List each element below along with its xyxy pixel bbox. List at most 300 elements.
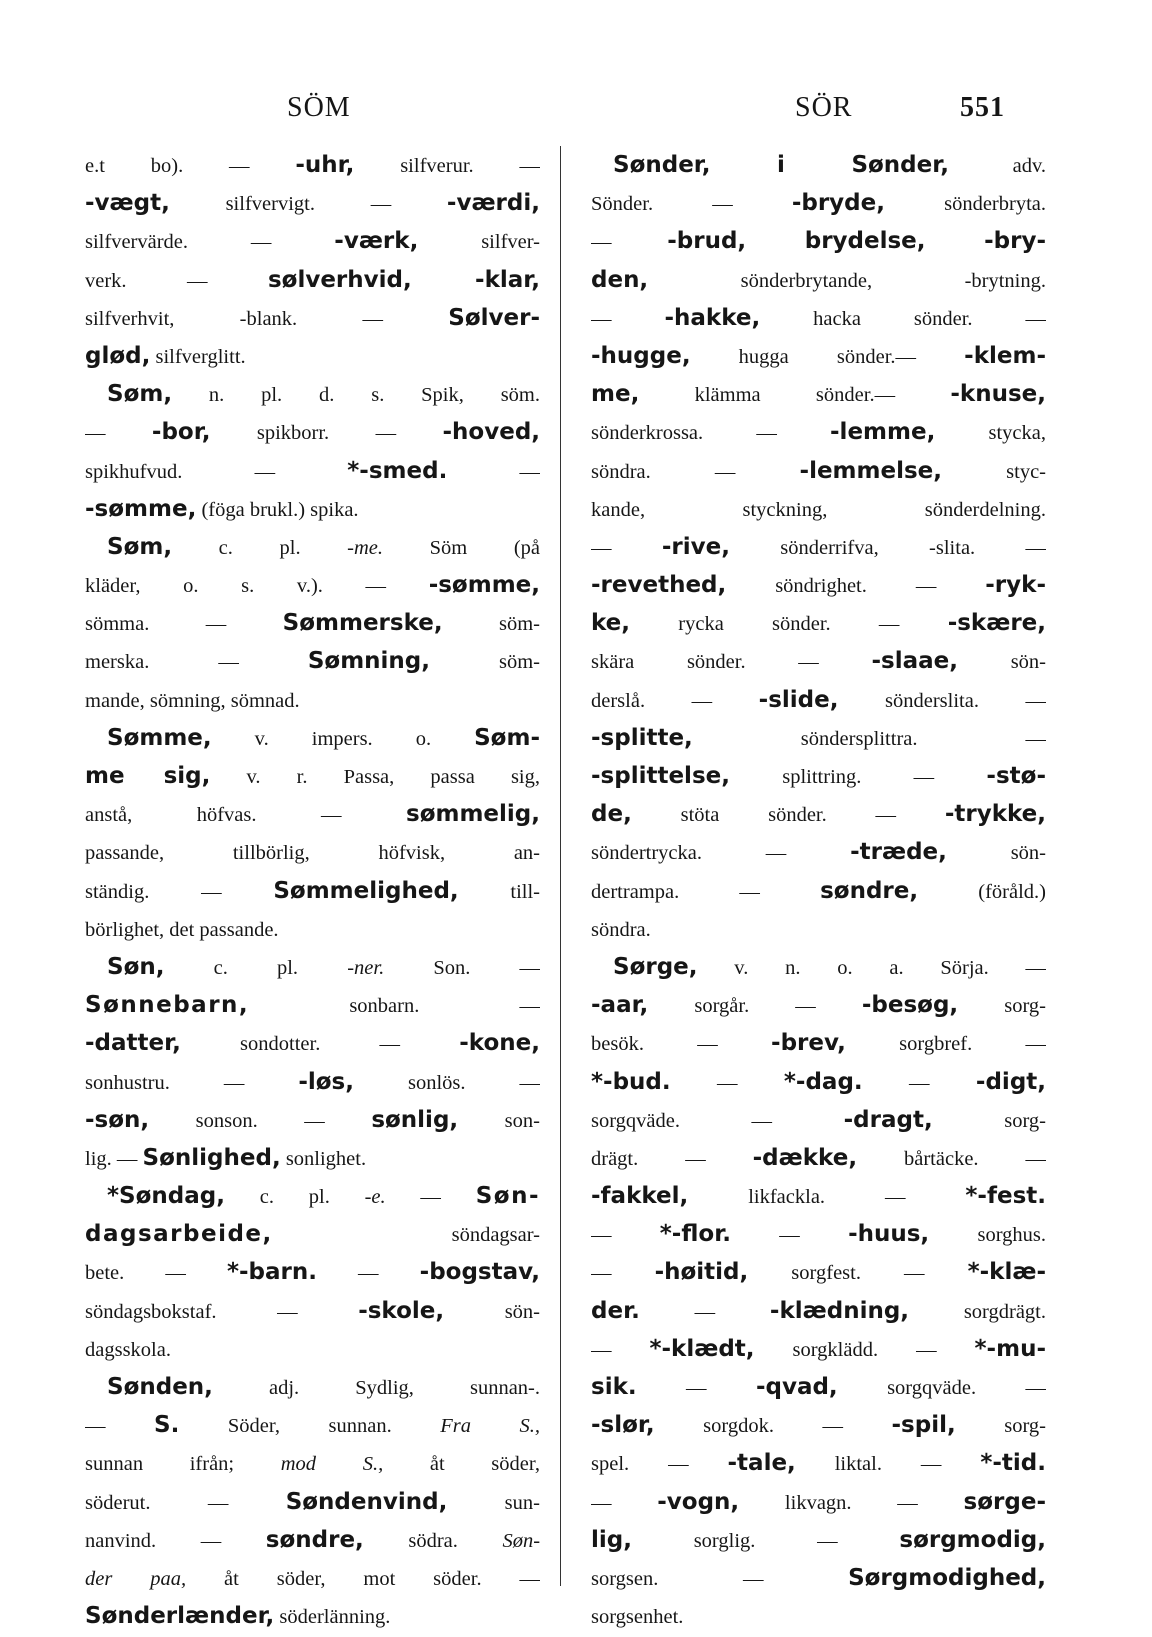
definition-text: — — [591, 231, 668, 254]
text-line — [591, 642, 1046, 680]
text-line — [85, 299, 540, 337]
headword: Søn, — [107, 953, 165, 980]
definition-text: bete. — — [85, 1262, 227, 1285]
text-line — [85, 795, 540, 833]
headword: *-bud. — [591, 1068, 671, 1095]
definition-text: — — [731, 1224, 849, 1247]
italic-text: Fra S., — [440, 1415, 540, 1438]
definition-text: till- — [458, 880, 540, 903]
headword: -værk, — [334, 228, 419, 255]
text-line — [591, 299, 1046, 337]
text-line — [85, 1063, 540, 1101]
headword: Sørgmodighed, — [848, 1564, 1046, 1591]
headword: Søn- — [475, 1183, 540, 1210]
definition-text: dertrampa. — — [591, 880, 821, 903]
definition-text: — — [591, 307, 665, 330]
text-line — [591, 452, 1046, 490]
headword: -ryk- — [985, 572, 1046, 599]
definition-text: splittring. — — [729, 766, 987, 788]
definition-text: söndra. — — [591, 460, 800, 483]
definition-text: börlighet, det passande. — [85, 918, 279, 941]
definition-text: (föga brukl.) spika. — [196, 498, 359, 521]
headword: me, — [591, 381, 640, 408]
headword: -qvad, — [755, 1374, 838, 1400]
headword: ke, — [591, 610, 631, 637]
definition-text: silfverglitt. — [150, 345, 246, 368]
headword: -spil, — [891, 1412, 956, 1439]
definition-text: söndagsar- — [272, 1224, 540, 1247]
definition-text: silfvervärde. — — [85, 231, 335, 254]
italic-text: -ner. — [347, 956, 385, 979]
headword: Søm, — [107, 533, 173, 560]
right-column — [591, 146, 1046, 1635]
headword: -lemmelse, — [799, 457, 943, 484]
definition-text: sonhustru. — — [85, 1071, 299, 1094]
definition-text: merska. — — [85, 651, 308, 674]
headword: *-tid. — [980, 1450, 1046, 1477]
definition-text: åt söder, mot söder. — — [186, 1567, 540, 1590]
text-line — [85, 1521, 540, 1559]
definition-text: — — [591, 1224, 660, 1247]
definition-text: sönderkrossa. — — [591, 422, 831, 445]
definition-text: anstå, höfvas. — — [85, 804, 406, 827]
definition-text: styc- — [942, 460, 1046, 483]
headword: Sønderlænder, — [85, 1603, 275, 1630]
definition-text: likfackla. — — [688, 1186, 966, 1209]
text-line — [591, 681, 1046, 719]
definition-text: — — [636, 1377, 756, 1399]
headword: dagsarbeide, — [85, 1221, 273, 1248]
definition-text: Söm (på — [383, 536, 540, 559]
definition-text: c. pl. — [224, 1186, 365, 1209]
definition-text: söderut. — — [85, 1491, 286, 1514]
headword: Sønlighed, — [142, 1144, 281, 1171]
definition-text: nanvind. — — [85, 1529, 266, 1552]
definition-text: v. impers. o. — [211, 727, 475, 750]
definition-text: — — [447, 460, 540, 483]
text-line — [85, 1597, 540, 1635]
definition-text: spikborr. — — [210, 422, 443, 445]
headword: lig, — [591, 1526, 632, 1553]
text-line — [85, 1177, 540, 1215]
definition-text: sorg- — [958, 995, 1046, 1018]
text-line — [591, 184, 1046, 222]
definition-text: sonbarn. — — [249, 995, 540, 1018]
text-line — [591, 604, 1046, 642]
italic-text: Søn- — [502, 1529, 540, 1552]
definition-text: sorgsen. — — [591, 1567, 849, 1590]
text-line — [591, 872, 1046, 910]
headword: *-mu- — [974, 1335, 1046, 1362]
text-line — [85, 184, 540, 222]
definition-text: sorglig. — — [631, 1529, 900, 1552]
text-line — [591, 1597, 1046, 1635]
italic-text: -e. — [364, 1186, 386, 1209]
text-line — [591, 1559, 1046, 1597]
headword: -trykke, — [944, 801, 1046, 828]
text-line — [85, 337, 540, 375]
headword: sørgmodig, — [899, 1526, 1046, 1553]
definition-text: — — [385, 1186, 476, 1209]
headword: -hakke, — [664, 304, 761, 331]
definition-text: hacka sönder. — — [760, 307, 1046, 330]
definition-text: passande, tillbörlig, höfvisk, an- — [85, 842, 540, 865]
definition-text: verk. — — [85, 269, 268, 292]
definition-text: — — [862, 1071, 976, 1094]
text-line — [85, 1406, 540, 1444]
text-line — [591, 1368, 1046, 1406]
definition-text: silfverhvit, -blank. — — [85, 307, 449, 330]
text-line — [85, 757, 540, 795]
definition-text: söndra. — [591, 918, 651, 941]
text-line — [85, 719, 540, 757]
headword: Søm, — [107, 381, 173, 408]
definition-text: sorgfest. — — [748, 1262, 968, 1285]
text-line — [85, 413, 540, 451]
text-line — [85, 986, 540, 1024]
headword: -søn, — [85, 1106, 150, 1133]
text-line — [591, 1406, 1046, 1444]
definition-text: sorgbref. — — [845, 1033, 1046, 1056]
text-line — [85, 1024, 540, 1062]
headword: -brud, brydelse, -bry- — [667, 228, 1046, 255]
headword: -slide, — [758, 686, 839, 713]
headword: -digt, — [975, 1068, 1046, 1095]
text-line — [85, 1292, 540, 1330]
text-line — [591, 1444, 1046, 1482]
definition-text: rycka sönder. — — [630, 613, 948, 636]
text-line — [591, 1330, 1046, 1368]
headword: -stø- — [986, 763, 1046, 789]
definition-text: sorgklädd. — — [754, 1338, 975, 1361]
headword: *-flor. — [659, 1221, 732, 1248]
headword: glød, — [85, 342, 151, 369]
definition-text: liktal. — — [795, 1453, 981, 1476]
definition-text: söndersplittra. — — [692, 727, 1046, 750]
text-line — [85, 566, 540, 604]
text-line — [85, 1330, 540, 1368]
italic-text: der paa, — [85, 1567, 187, 1590]
definition-text: stöta sönder. — — [631, 804, 945, 827]
text-line — [591, 528, 1046, 566]
running-head-left: SÖM — [287, 92, 351, 123]
headword: -løs, — [298, 1068, 354, 1095]
text-line — [85, 604, 540, 642]
headword: søndre, — [820, 877, 919, 904]
definition-text: — — [670, 1071, 784, 1094]
text-line — [591, 1024, 1046, 1062]
definition-text: sonlös. — — [354, 1071, 540, 1094]
definition-text: son- — [458, 1109, 540, 1132]
headword: sølverhvid, -klar, — [267, 266, 540, 293]
headword: Sømme, — [107, 724, 212, 751]
text-line — [85, 452, 540, 490]
text-line — [85, 872, 540, 910]
definition-text: sönderslita. — — [838, 689, 1046, 712]
definition-text: sonson. — — [149, 1109, 372, 1132]
definition-text: sön- — [444, 1300, 540, 1323]
headword: me sig, — [85, 763, 211, 789]
definition-text: skära sönder. — — [591, 651, 872, 674]
headword: -fakkel, — [591, 1183, 689, 1210]
headword: -hoved, — [442, 419, 540, 446]
definition-text: c. pl. — [172, 536, 348, 559]
definition-text: spel. — — [591, 1453, 728, 1476]
headword: den, — [591, 266, 649, 293]
headword: -vogn, — [657, 1488, 740, 1515]
definition-text: sönderbryta. — [884, 193, 1046, 216]
text-line — [85, 910, 540, 948]
headword: *-fest. — [965, 1183, 1046, 1210]
headword: -klem- — [964, 342, 1046, 369]
definition-text: sön- — [958, 651, 1046, 674]
headword: Sønder, i Sønder, — [613, 152, 949, 178]
headword: -splittelse, — [591, 763, 730, 789]
text-line — [85, 1368, 540, 1406]
definition-text: — — [591, 1262, 655, 1285]
text-line — [85, 146, 540, 184]
headword: Sømmelighed, — [273, 877, 459, 904]
headword: -aar, — [591, 992, 649, 1019]
headword: Sønnebarn, — [85, 992, 250, 1019]
headword: *Søndag, — [107, 1183, 225, 1210]
headword: Sømmerske, — [282, 610, 443, 637]
headword: sømmelig, — [406, 801, 540, 828]
text-line — [85, 222, 540, 260]
headword: sørge- — [963, 1488, 1046, 1515]
definition-text: adv. — [948, 155, 1046, 177]
text-line — [591, 337, 1046, 375]
headword: *-dag. — [783, 1068, 863, 1095]
definition-text: söderlänning. — [274, 1606, 391, 1629]
italic-text: mod S., — [280, 1453, 384, 1476]
definition-text: ständig. — — [85, 880, 274, 903]
definition-text: sorg- — [955, 1415, 1046, 1438]
headword: -datter, — [85, 1030, 181, 1057]
definition-text: besök. — — [591, 1033, 772, 1056]
headword: søndre, — [265, 1526, 364, 1553]
definition-text: v. r. Passa, passa sig, — [210, 766, 540, 788]
definition-text: likvagn. — — [739, 1491, 964, 1514]
text-line — [591, 986, 1046, 1024]
headword: -splitte, — [591, 724, 693, 751]
definition-text: derslå. — — [591, 689, 759, 712]
definition-text: c. pl. — [164, 956, 348, 979]
headword: -dragt, — [843, 1106, 933, 1133]
text-line — [591, 1215, 1046, 1253]
headword: -bor, — [151, 419, 211, 446]
text-line — [85, 490, 540, 528]
italic-text: -me. — [347, 536, 384, 559]
definition-text: v. n. o. a. Sörja. — — [697, 956, 1046, 979]
headword: der. — [591, 1297, 640, 1324]
definition-text: sun- — [447, 1491, 540, 1514]
definition-text: — — [639, 1300, 770, 1323]
definition-text: sunnan ifrån; — [85, 1453, 281, 1476]
definition-text: dagsskola. — [85, 1338, 171, 1361]
text-line — [591, 222, 1046, 260]
definition-text: söm- — [442, 613, 540, 636]
headword: -hugge, — [591, 342, 691, 369]
headword: -slør, — [591, 1412, 655, 1439]
headword: *-klæ- — [967, 1259, 1046, 1286]
definition-text: (föråld.) — [918, 880, 1046, 903]
headword: -rive, — [661, 533, 730, 560]
headword: -høitid, — [654, 1259, 749, 1286]
text-line — [85, 261, 540, 299]
headword: Søndenvind, — [285, 1488, 448, 1515]
headword: Sølver- — [448, 304, 540, 331]
text-line — [85, 375, 540, 413]
headword: *-barn. — [226, 1259, 317, 1286]
definition-text: sön- — [946, 842, 1046, 865]
definition-text: e.t bo). — — [85, 155, 296, 177]
text-line — [85, 1139, 540, 1177]
definition-text: klämma sönder.— — [639, 384, 951, 407]
headword: -revethed, — [591, 572, 727, 599]
headword: *-smed. — [347, 457, 448, 484]
headword: Sømning, — [307, 648, 430, 675]
definition-text: sondotter. — — [180, 1033, 460, 1056]
running-head — [0, 92, 1152, 136]
headword: -klædning, — [769, 1297, 910, 1324]
text-line — [85, 1253, 540, 1291]
headword: -knuse, — [950, 381, 1046, 408]
headword: -brev, — [771, 1030, 846, 1057]
definition-text: söndagsbokstaf. — — [85, 1300, 359, 1323]
definition-text: sorgqväde. — — [591, 1109, 844, 1132]
definition-text: kande, styckning, sönderdelning. — [591, 498, 1046, 521]
definition-text: sorghus. — [929, 1224, 1046, 1247]
headword: de, — [591, 801, 632, 828]
column-rule — [560, 146, 561, 1586]
definition-text: n. pl. d. s. Spik, söm. — [172, 384, 540, 407]
headword: -sømme, — [85, 495, 197, 522]
definition-text: sonlighet. — [280, 1147, 367, 1170]
text-line — [591, 948, 1046, 986]
definition-text: söndrighet. — — [726, 575, 986, 598]
definition-text: södra. — [363, 1529, 503, 1552]
definition-text: sönderrifva, -slita. — — [729, 536, 1046, 559]
headword: sik. — [591, 1374, 637, 1400]
text-line — [591, 490, 1046, 528]
definition-text: hugga sönder.— — [690, 345, 965, 368]
definition-text: stycka, — [935, 422, 1046, 445]
definition-text: lig. — — [85, 1147, 143, 1170]
headword: -skole, — [358, 1297, 445, 1324]
headword: -træde, — [850, 839, 947, 866]
running-head-right: SÖR — [795, 92, 853, 123]
definition-text: kläder, o. s. v.). — — [85, 575, 429, 598]
text-line — [591, 1292, 1046, 1330]
text-line — [85, 1101, 540, 1139]
headword: -slaae, — [871, 648, 958, 675]
text-line — [85, 642, 540, 680]
definition-text: silfver- — [418, 231, 540, 254]
definition-text: åt söder, — [383, 1453, 540, 1476]
definition-text: — — [591, 1491, 658, 1514]
page-number: 551 — [960, 92, 1005, 123]
left-column — [85, 146, 540, 1635]
definition-text: bårtäcke. — — [857, 1147, 1046, 1170]
text-line — [591, 1177, 1046, 1215]
text-line — [85, 681, 540, 719]
definition-text: Söder, sunnan. — [179, 1415, 441, 1438]
text-line — [591, 566, 1046, 604]
definition-text: spikhufvud. — — [85, 460, 348, 483]
definition-text: Sönder. — — [591, 193, 792, 216]
headword: -besøg, — [861, 992, 959, 1019]
definition-text: sorgår. — — [648, 995, 862, 1018]
headword: -værdi, — [446, 190, 540, 217]
headword: -lemme, — [830, 419, 936, 446]
definition-text: sorgsenhet. — [591, 1606, 684, 1629]
headword: sønlig, — [371, 1106, 459, 1133]
definition-text: sorg- — [932, 1109, 1046, 1132]
headword: -uhr, — [295, 152, 355, 178]
definition-text: — — [591, 536, 662, 559]
definition-text: mande, sömning, sömnad. — [85, 689, 300, 712]
definition-text: — — [85, 422, 152, 445]
definition-text: — — [85, 1415, 155, 1438]
text-line — [591, 910, 1046, 948]
text-line — [85, 948, 540, 986]
text-line — [591, 1521, 1046, 1559]
text-line — [591, 719, 1046, 757]
text-line — [591, 795, 1046, 833]
headword: *-klædt, — [649, 1335, 755, 1362]
text-line — [85, 1444, 540, 1482]
definition-text: silfverur. — — [354, 155, 540, 177]
headword: Sønden, — [107, 1374, 213, 1400]
headword: -bogstav, — [419, 1259, 540, 1286]
headword: Søm- — [474, 724, 540, 751]
headword: Sørge, — [613, 953, 698, 980]
definition-text: — — [591, 1338, 650, 1361]
text-line — [591, 146, 1046, 184]
definition-text: söm- — [430, 651, 540, 674]
text-line — [591, 1139, 1046, 1177]
text-line — [85, 528, 540, 566]
definition-text: drägt. — — [591, 1147, 753, 1170]
text-line — [591, 1101, 1046, 1139]
text-line — [591, 375, 1046, 413]
definition-text: sorgdok. — — [654, 1415, 892, 1438]
text-line — [591, 261, 1046, 299]
headword: -dække, — [752, 1144, 858, 1171]
definition-text: sorgqväde. — — [837, 1377, 1046, 1399]
text-line — [591, 1253, 1046, 1291]
headword: S. — [154, 1412, 180, 1439]
headword: -bryde, — [791, 190, 885, 217]
text-line — [591, 1063, 1046, 1101]
definition-text: söndertrycka. — — [591, 842, 851, 865]
definition-text: silfvervigt. — — [169, 193, 447, 216]
definition-text: sömma. — — [85, 613, 283, 636]
definition-text: sorgdrägt. — [909, 1300, 1046, 1323]
headword: -skære, — [947, 610, 1046, 637]
definition-text: Son. — — [384, 956, 540, 979]
headword: -tale, — [727, 1450, 796, 1477]
headword: -vægt, — [85, 190, 170, 217]
text-line — [85, 833, 540, 871]
text-line — [591, 1483, 1046, 1521]
text-line — [85, 1215, 540, 1253]
definition-text: — — [316, 1262, 420, 1285]
text-line — [591, 833, 1046, 871]
text-line — [85, 1483, 540, 1521]
definition-text: adj. Sydlig, sunnan-. — [212, 1377, 540, 1399]
